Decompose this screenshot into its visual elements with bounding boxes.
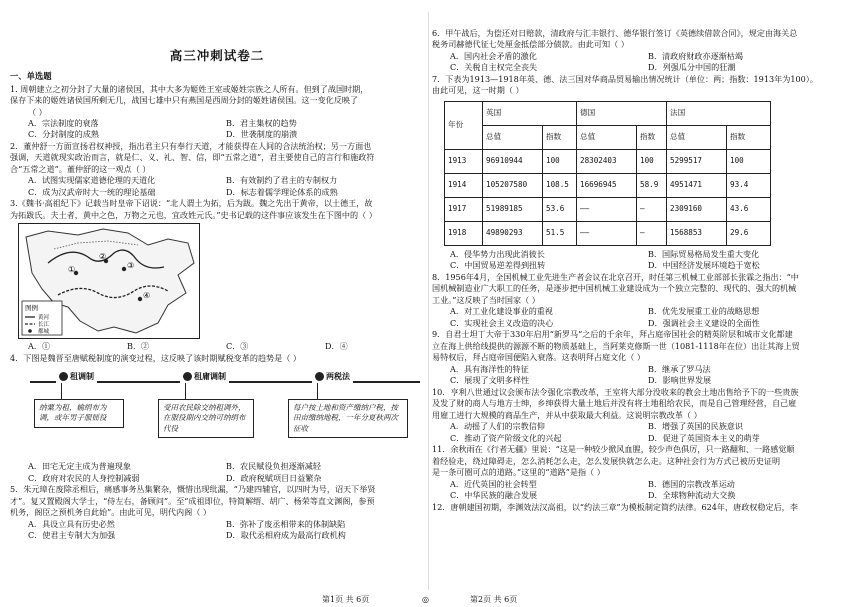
question-10	[432, 387, 846, 444]
question-text: 3.《魏书·高祖纪下》记载当时皇帝下诏说：“北人谓土为拓，后为跋。魏之先出于黄帝，以土德王，故	[10, 198, 373, 209]
option-a: A．国内社会矛盾的激化	[450, 50, 537, 61]
option-a: A．试图实现儒家道德伦理的天道化	[28, 175, 156, 186]
map-marker-3: ③	[127, 261, 135, 271]
question-text: 5．朱元璋在废除丞相后，痛感事务丛集繁杂，慨惜出现纰漏，“乃建四辅官，以四时为号，诏天下举贤	[10, 484, 376, 495]
question-text: 税务司赫德代征七处厘金抵偿部分债款。由此可知（ ）	[432, 39, 629, 50]
table-row	[445, 149, 771, 173]
table-cell: 1914	[445, 173, 483, 197]
table-cell: 5299517	[667, 149, 727, 173]
column-divider	[428, 12, 429, 590]
option-b: B．增强了英国的民族意识	[648, 421, 743, 432]
table-cell: 28302403	[577, 149, 637, 173]
table-cell: 1918	[445, 221, 483, 245]
question-text: 强调，天道就现实政治而言，就是仁、义、礼、智、信，即“五常之道”，君主要使自己的言行和施政符	[10, 152, 375, 163]
question-text: 才”。复又置殿阁大学士，“侍左右，备顾问”。至“成祖即位，特简解缙、胡广、杨荣等直文渊阁，参预	[10, 495, 375, 506]
question-12	[432, 502, 846, 513]
table-header-cell: 法国	[667, 101, 771, 125]
table-cell: 16696945	[577, 173, 637, 197]
connector	[61, 383, 62, 399]
node-dot-icon	[183, 372, 192, 381]
option-b: B．清政府财政亦逐渐枯竭	[648, 50, 743, 61]
question-text: 为拓跋氏。夫土者，黄中之色，万物之元也，宜改姓元氏。”史书记载的这件事应该发生在下图中的（ ）	[10, 209, 377, 220]
center-mark: ◎	[422, 594, 429, 604]
question-text: 国机械制造业广大职工的任务，是逐步把中国机械工业建设成为一个独立完整的、现代的、强大的机械	[432, 283, 797, 294]
table-cell: —	[637, 221, 667, 245]
question-text: 由此可见，这一时期（ ）	[432, 85, 524, 96]
table-cell: 4951471	[667, 173, 727, 197]
trade-table	[444, 101, 771, 246]
table-header-row	[445, 101, 771, 125]
table-cell: 53.6	[543, 197, 577, 221]
question-text: 保存下来的姬姓诸侯国所剩无几，战国七雄中只有燕国是西周分封的姬姓诸侯国。这一变化反映了	[10, 95, 359, 106]
question-text: 立在海上供给线提供的源源不断的物质基础上，当阿莱克修斯一世（1081-1118年在位）出让其海上贸	[432, 340, 800, 351]
table-cell: 29.6	[727, 221, 771, 245]
liangshuifa-description: 每户按土地和资产缴纳户税，按田亩缴纳地税，一年分夏秋两次征收	[288, 399, 408, 437]
table-header-cell: 总值	[483, 125, 543, 149]
question-text: 1. 周朝建立之初分封了大量的诸侯国，其中大多为姬姓王室或姬姓宗族之人所有。但到了战国时期，	[10, 83, 369, 94]
table-cell: ——	[577, 197, 637, 221]
question-text: 9．自君士坦丁大帝于330年启用“新罗马”之后的千余年，拜占庭帝国社会的精英阶层和城市文化都建	[432, 329, 793, 340]
table-cell: 100	[727, 149, 771, 173]
question-7	[432, 74, 846, 272]
question-9	[432, 329, 846, 386]
map-marker-2: ②	[99, 252, 107, 262]
option-d: D．中国经济发展环境趋于宽松	[648, 260, 760, 271]
option-c: C．使君主专制大为加强	[28, 530, 116, 541]
option-a: A．具设立具有历史必然	[28, 518, 115, 529]
table-cell: 96910944	[483, 149, 543, 173]
table-cell: 51989185	[483, 197, 543, 221]
option-c: C．分封制度的成熟	[28, 129, 99, 140]
question-5	[10, 484, 424, 541]
option-d: D．列强瓜分中国的狂潮	[648, 62, 736, 73]
option-a: A．对工业化建设事业的重视	[450, 306, 553, 317]
question-text: 及发了财的商人与地方士绅，乡绅获得大量土地后并没有将土地租给农民，而是自己管理经营，自己雇	[432, 398, 797, 409]
connector	[185, 383, 186, 399]
node-zudiao: 租调制	[56, 371, 97, 382]
option-d: D．强调社会主义建设的全面性	[648, 317, 760, 328]
answer-bracket: （ ）	[28, 106, 47, 117]
question-8	[432, 272, 846, 329]
option-d: D．取代丞相府成为最高行政机构	[226, 530, 346, 541]
option-c: C．③	[226, 341, 249, 352]
option-b: B．德国的宗教改革运动	[648, 478, 735, 489]
table-cell: 1913	[445, 149, 483, 173]
table-header-cell: 年份	[445, 101, 483, 149]
option-c: C．实现社会主义改造的决心	[450, 317, 554, 328]
option-a: A．侵华势力出现此消彼长	[450, 248, 545, 259]
option-a: A．具有海洋性的特征	[450, 363, 529, 374]
question-text: 11．余秋雨在《行者无疆》里说：“这是一种较少掀风血腥，较少声色俱厉，只一路翻和、一路感觉顺	[432, 444, 795, 455]
table-header-cell: 英国	[483, 101, 577, 125]
china-map-figure	[18, 223, 200, 339]
question-1	[10, 84, 424, 141]
right-column	[432, 0, 846, 592]
option-c: C．推动了资产阶级文化的兴起	[450, 432, 562, 443]
option-c: C．成为汉武帝时大一统的理论基础	[28, 186, 156, 197]
question-text: 8．1956年4月，全国机械工业先进生产者会议在北京召开，时任第三机械工业部部长张霖之指出：“中	[432, 271, 799, 282]
page-number-left: 第1页 共 6页	[322, 594, 370, 604]
node-liangshuifa: 两税法	[312, 371, 353, 382]
table-cell: ——	[577, 221, 637, 245]
question-text: 是一条可圈可点的道路。”这里的“道路”是指（ ）	[432, 467, 605, 478]
option-d: D．标志着儒学理论体系的成熟	[226, 186, 338, 197]
table-cell: —	[637, 197, 667, 221]
option-d: D．促进了英国资本主义的萌芽	[648, 432, 760, 443]
option-a: A．宗法制度的衰落	[28, 117, 99, 128]
table-cell: 100	[543, 149, 577, 173]
table-cell: 51.5	[543, 221, 577, 245]
zudiao-description: 纳粟为租，输绢布为调，或年男子服徭役	[34, 399, 124, 427]
node-dot-icon	[315, 372, 324, 381]
node-zuyongdiao: 租庸调制	[180, 371, 229, 382]
table-subheader-row	[445, 125, 771, 149]
left-column	[10, 0, 424, 592]
map-legend-river: 黄河	[38, 315, 50, 322]
table-cell: 49890293	[483, 221, 543, 245]
question-text: 6．甲午战后，为偿还对日赔款，清政府与汇丰银行、德华银行签订《英德续借款合同》，规定由海关总	[432, 28, 798, 38]
question-text: 4．下图是魏晋至唐赋税制度的演变过程，这反映了该时期赋税变革的趋势是（ ）	[10, 352, 302, 363]
question-text: 工业。”这反映了当时国家（ ）	[432, 294, 540, 305]
page-number-right: 第2页 共 6页	[470, 594, 518, 604]
option-a: A．田宅无定主成为普遍现象	[28, 461, 131, 472]
page-title: 高三冲刺试卷二	[169, 48, 265, 63]
connector	[317, 383, 318, 399]
table-cell: 108.5	[543, 173, 577, 197]
question-text: 合“五常之道”。董仲舒的这一观点（ ）	[10, 163, 151, 174]
option-d: D．世袭制度的崩溃	[226, 129, 298, 140]
option-b: B．继承了罗马法	[648, 363, 711, 374]
table-cell: 2309160	[667, 197, 727, 221]
question-text: 10．亨利八世通过议会颁布法令强化宗教改革，王室将大部分没收来的教会土地出售给予下的一些贵族	[432, 386, 799, 397]
table-header-cell: 德国	[577, 101, 667, 125]
map-image	[18, 223, 200, 339]
option-a: A．动摇了人们的宗教信仰	[450, 421, 545, 432]
table-header-cell: 总值	[577, 125, 637, 149]
table-row	[445, 173, 771, 197]
section-heading: 一、单选题	[10, 70, 52, 81]
question-text: 用雇工进行大规模的商品生产，并从中获取最大利益。这说明宗教改革（ ）	[432, 409, 702, 420]
option-a: A．①	[28, 341, 51, 352]
map-legend-yangtze: 长江	[38, 322, 50, 329]
option-c: C．中华民族的融合发展	[450, 490, 538, 501]
option-c: C．政府对农民的人身控制减弱	[28, 472, 140, 483]
table-header-cell: 指数	[543, 125, 577, 149]
table-row	[445, 197, 771, 221]
option-d: D．全球物种流动大交换	[648, 490, 736, 501]
question-text: 2．董仲舒一方面宣扬君权神授，指出君主只有奉行天道，才能获得在人间的合法统治权；另一方面也	[10, 140, 372, 151]
tax-evolution-diagram	[30, 367, 420, 459]
table-cell: 1568853	[667, 221, 727, 245]
question-text: 着经验走，绕过障碍走，怎么消耗怎么走，怎么发展快就怎么走。这种社会行为方式已被历史证明	[432, 455, 781, 466]
option-b: B．君主集权的趋势	[226, 117, 297, 128]
option-b: B．弥补了废丞相带来的体制缺陷	[226, 518, 346, 529]
option-b: B．优先发展重工业的战略思想	[648, 306, 760, 317]
map-marker-1: ①	[68, 265, 76, 275]
option-b: B．国际贸易格局发生重大变化	[648, 248, 760, 259]
question-text: 7．下表为1913—1918年英、德、法三国对华商品贸易输出情况统计（单位：两；指数：1913年为100）。	[432, 73, 818, 84]
question-text: 12．唐朝建国初期，李渊效法汉高祖，以“约法三章”为模板制定简约法律。624年，唐政权稳定后，李	[432, 501, 798, 512]
table-header-cell: 总值	[667, 125, 727, 149]
question-11	[432, 444, 846, 501]
option-c: C．关税自主权完全丧失	[450, 62, 538, 73]
table-cell: 105207580	[483, 173, 543, 197]
option-b: B．有效制约了君主的专制权力	[226, 175, 338, 186]
option-b: B．②	[127, 341, 150, 352]
table-row	[445, 221, 771, 245]
map-marker-4: ④	[143, 291, 151, 301]
table-cell: 1917	[445, 197, 483, 221]
map-legend-capital: 都城	[38, 329, 50, 336]
map-legend-title: 图例	[25, 304, 38, 313]
question-4	[10, 353, 424, 484]
question-text: 机务，阁臣之预机务自此始”。由此可见，明代内阁（ ）	[10, 507, 211, 518]
option-a: A．近代英国的社会转型	[450, 478, 537, 489]
node-dot-icon	[59, 372, 68, 381]
option-d: D．政府税赋项目日益繁杂	[226, 472, 322, 483]
table-header-cell: 指数	[727, 125, 771, 149]
option-d: D．影响世界发展	[648, 375, 712, 386]
option-c: C．中国贸易逆差得到扭转	[450, 260, 546, 271]
question-3	[10, 198, 424, 352]
zuyongdiao-description: 受田农民除交纳租调外，在服役期内交纳可纳绢布代役	[158, 399, 254, 437]
table-header-cell: 指数	[637, 125, 667, 149]
table-cell: 43.6	[727, 197, 771, 221]
option-c: C．展现了文明多样性	[450, 375, 530, 386]
option-b: B．农民赋役负担逐渐减轻	[226, 461, 321, 472]
question-6	[432, 28, 846, 74]
question-text: 易特权后，拜占庭帝国便陷入衰落。这表明拜占庭文化（ ）	[432, 352, 646, 363]
option-d: D．④	[325, 341, 348, 352]
table-cell: 93.4	[727, 173, 771, 197]
table-cell: 58.9	[637, 173, 667, 197]
question-2	[10, 141, 424, 198]
table-cell: 100	[637, 149, 667, 173]
